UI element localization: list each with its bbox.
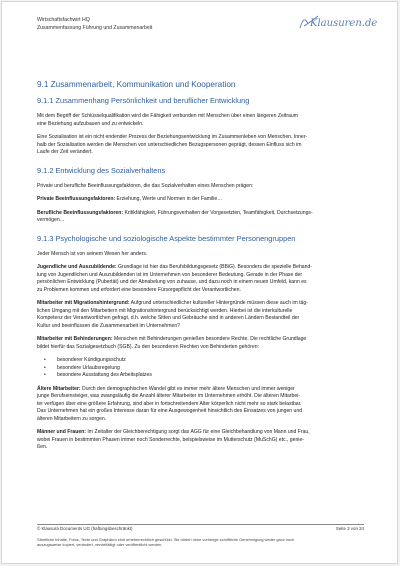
header-course-title: Wirtschaftsfachwirt HQ: [37, 17, 90, 23]
term-label: Ältere Mitarbeiter:: [37, 385, 81, 392]
subsection-heading-9-1-1: 9.1.1 Zusammenhang Persönlichkeit und beruflicher Entwicklung: [37, 96, 250, 105]
legal-line: auszugsweise kopiert, verändert, vervielfältigt oder veröffentlicht werden.: [37, 542, 163, 548]
legal-line: Sämtliche Inhalte, Fotos, Texte und Graphiken sind urheberrechtlich geschützt. Sie dürfen ohne vorherige schriftliche Genehmigung weder ganz noch: [37, 537, 295, 542]
paragraph-line: zu Problemen kommen und erfordert eine besondere Fürsorgepflicht der Verantwortlichen.: [37, 286, 241, 293]
term-text: Durch den demographischen Wandel gibt es immer mehr ältere Menschen und immer weniger: [80, 385, 295, 392]
paragraph-line: wobei Frauen in bestimmten Phasen immer noch Sonderrechte, beispielsweise im Mutterschutz (MuSchG) etc., genie-: [37, 436, 304, 443]
page-header: [37, 17, 152, 32]
professional-factors-paragraph: [37, 210, 367, 218]
private-factors-paragraph: [37, 196, 367, 204]
term-label: Jugendliche und Auszubildende:: [37, 264, 117, 270]
header-subject: Zusammenfassung Führung und Zusammenarbeit: [37, 24, 153, 31]
migration-paragraph: [37, 300, 367, 308]
term-text: Grundlage ist hier das Berufsbildungsgesetz (BBiG). Besonders die spezielle Behand-: [116, 264, 312, 270]
paragraph-line: bildet hierfür das Sozialgesetzbuch (SGB). Zu den besonderen Rechten von Behinderten gehören:: [37, 343, 260, 350]
subsection-heading-9-1-2: 9.1.2 Entwicklung des Sozialverhaltens: [37, 165, 166, 175]
term-text: Aufgrund unterschiedlicher kultureller Hintergründe müssen diese auch im täg-: [129, 300, 308, 306]
paragraph-line: Das Unternehmen hat ein großes Interesse daran für eine Ausgewogenheit hinsichtlich des Einsatzes von jungen und: [37, 408, 303, 414]
section-heading-9-1: 9.1 Zusammenarbeit, Kommunikation und Kooperation: [37, 80, 236, 89]
main-content: [37, 80, 367, 452]
term-label: Private Beeinflussungsfaktoren:: [37, 196, 116, 202]
paragraph-line: halb der Sozialisation werden die Menschen von unterschiedlichen Bezugspersonen geprägt, dessen Einfluss sich im: [37, 141, 302, 148]
footer-copyright: © Klausura Documents UG (haftungsbeschränkt): [37, 526, 133, 531]
klausura-logo: [298, 12, 378, 30]
paragraph-line: vermögen…: [37, 217, 65, 223]
footer-page-number: Seite 3 von 24: [335, 526, 364, 531]
rights-list: [37, 357, 367, 380]
paragraph-line: Private und berufliche Beeinflussungsfaktoren, die das Sozialverhalten eines Menschen prägen:: [37, 182, 254, 189]
paragraph-line: Jeder Mensch ist von seinem Wesen her anders.: [37, 250, 148, 257]
term-label: Männer und Frauen:: [37, 429, 86, 435]
paragraph-line: ßen.: [37, 444, 48, 450]
paragraph-line: Eine Sozialisation ist ein nicht endender Prozess der Beziehungsentwicklung im Zusammenleben von Menschen. Inner-: [37, 134, 308, 140]
disability-paragraph: [37, 336, 367, 344]
term-text: Im Zeitalter der Gleichberechtigung sorgt das AGG für eine Gleichbehandlung von Mann und Frau,: [85, 429, 310, 435]
footer-divider: [37, 524, 364, 525]
paragraph-line: junge Berufseinsteiger, was zwangsläufig die Anzahl älterer Mitarbeiter im Unternehmen erhöht. Die älteren Mitarbei-: [37, 393, 301, 399]
paragraph-line: Kultur und beeinflussen die Zusammenarbeit im Unternehmen?: [37, 322, 180, 329]
term-text: Erziehung, Werte und Normen in der Familie…: [115, 196, 223, 202]
logo-wordmark: Klausuren.de: [310, 18, 378, 29]
paragraph-line: ter verfügen über eine größere Erfahrung, sind aber in fortschreitendem Alter körperlich nicht mehr so stark belastbar.: [37, 400, 302, 407]
paragraph-line: persönlichen Entwicklung (Pubertät) und der Abnabelung von zuhause, und dazu noch in einem neuen Umfeld, kann es: [37, 279, 307, 285]
footer-legal-notice: [37, 537, 367, 547]
list-item: • besonderer Kündigungsschutz: [37, 357, 367, 365]
paragraph-line: lung von Jugendlichen und Auszubildenden ist im Unternehmen von besonderer Bedeutung. Gerade in der Phase der: [37, 271, 303, 278]
term-label: Berufliche Beeinflussungsfaktoren:: [37, 209, 124, 216]
term-text: Menschen mit Behinderungen genießen besondere Rechte. Die rechtliche Grundlage: [112, 336, 307, 342]
term-text: Kritikfähigkeit, Führungsverhalten der Vorgesetzten, Teamfähigkeit, Durchsetzungs-: [123, 209, 313, 216]
list-item: • besondere Ausstattung des Arbeitsplatzes: [37, 372, 367, 380]
men-women-paragraph: [37, 429, 367, 437]
youth-paragraph: [37, 264, 367, 272]
paragraph-line: älteren Mitarbeitern zu sorgen.: [37, 415, 107, 422]
subsection-heading-9-1-3: 9.1.3 Psychologische und soziologische Aspekte bestimmter Personengruppen: [37, 233, 296, 243]
document-page: [1, 1, 398, 564]
paragraph-line: Laufe der Zeit verändert.: [37, 149, 93, 155]
list-item: • besondere Urlaubsregelung: [37, 365, 367, 373]
paragraph-line: Mit dem Begriff der Schlüsselqualifikation wird die Fähigkeit verbunden mit Menschen über einen längeren Zeitraum: [37, 113, 298, 119]
term-label: Mitarbeiter mit Behinderungen:: [37, 336, 113, 342]
paragraph-line: Kompetenz der Verantwortlichen gefragt, d.h. welche Sitten und Gebräuche sind in anderen Ländern Bestandteil der: [37, 315, 300, 321]
paragraph-line: eine Beziehung aufzubauen und zu entwickeln.: [37, 120, 144, 127]
term-label: Mitarbeiter mit Migrationshintergrund:: [37, 300, 130, 306]
paragraph-line: lichen Umgang mit den Mitarbeitern mit Migrationshintergrund berücksichtigt werden. Hierbei ist die interkulturelle: [37, 307, 293, 314]
older-employees-paragraph: [37, 386, 367, 394]
